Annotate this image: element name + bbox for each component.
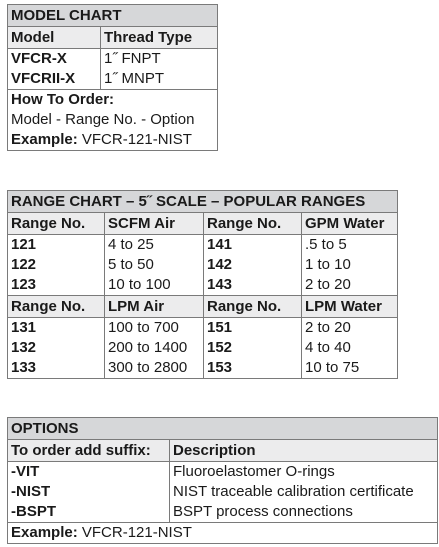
header-range-no: Range No. [204, 296, 302, 318]
header-thread-type: Thread Type [101, 27, 218, 49]
range-number: 131 [8, 318, 105, 339]
range-number: 132 [8, 338, 105, 358]
option-description: NIST traceable calibration certificate [170, 482, 438, 502]
range-number: 122 [8, 255, 105, 275]
options-table [7, 417, 438, 544]
model-example [8, 130, 218, 151]
range-value: 1 to 10 [302, 255, 398, 275]
header-scfm-air: SCFM Air [105, 213, 204, 235]
example-value: VFCR-121-NIST [81, 524, 192, 541]
range-number: 133 [8, 358, 105, 379]
option-suffix: -VIT [8, 462, 170, 483]
how-to-order-label: How To Order: [8, 90, 218, 111]
range-chart-table [7, 190, 398, 379]
range-value: 300 to 2800 [105, 358, 204, 379]
range-value: 2 to 20 [302, 318, 398, 339]
header-suffix: To order add suffix: [8, 440, 170, 462]
option-suffix: -NIST [8, 482, 170, 502]
header-model: Model [8, 27, 101, 49]
range-number: 152 [204, 338, 302, 358]
model-chart-table [7, 4, 218, 151]
header-range-no: Range No. [8, 213, 105, 235]
option-description: Fluoroelastomer O-rings [170, 462, 438, 483]
range-value: 5 to 50 [105, 255, 204, 275]
header-range-no: Range No. [8, 296, 105, 318]
range-number: 151 [204, 318, 302, 339]
options-example [8, 523, 438, 544]
thread-type: 1˝ FNPT [101, 49, 218, 70]
header-description: Description [170, 440, 438, 462]
range-number: 123 [8, 275, 105, 296]
header-range-no: Range No. [204, 213, 302, 235]
model-chart-title: MODEL CHART [8, 5, 218, 27]
range-chart-title: RANGE CHART – 5˝ SCALE – POPULAR RANGES [8, 191, 398, 213]
range-value: 4 to 40 [302, 338, 398, 358]
header-lpm-air: LPM Air [105, 296, 204, 318]
model-name: VFCR-X [8, 49, 101, 70]
example-label: Example: [11, 131, 78, 148]
header-lpm-water: LPM Water [302, 296, 398, 318]
example-label: Example: [11, 524, 78, 541]
range-number: 153 [204, 358, 302, 379]
range-number: 141 [204, 235, 302, 256]
range-number: 143 [204, 275, 302, 296]
range-number: 121 [8, 235, 105, 256]
how-to-order-text: Model - Range No. - Option [8, 110, 218, 130]
options-title: OPTIONS [8, 418, 438, 440]
header-gpm-water: GPM Water [302, 213, 398, 235]
range-value: 4 to 25 [105, 235, 204, 256]
model-name: VFCRII-X [8, 69, 101, 90]
option-description: BSPT process connections [170, 502, 438, 523]
range-value: 2 to 20 [302, 275, 398, 296]
range-value: 10 to 100 [105, 275, 204, 296]
range-value: 200 to 1400 [105, 338, 204, 358]
range-value: 100 to 700 [105, 318, 204, 339]
range-number: 142 [204, 255, 302, 275]
example-value: VFCR-121-NIST [81, 131, 192, 148]
range-value: .5 to 5 [302, 235, 398, 256]
range-value: 10 to 75 [302, 358, 398, 379]
thread-type: 1˝ MNPT [101, 69, 218, 90]
option-suffix: -BSPT [8, 502, 170, 523]
